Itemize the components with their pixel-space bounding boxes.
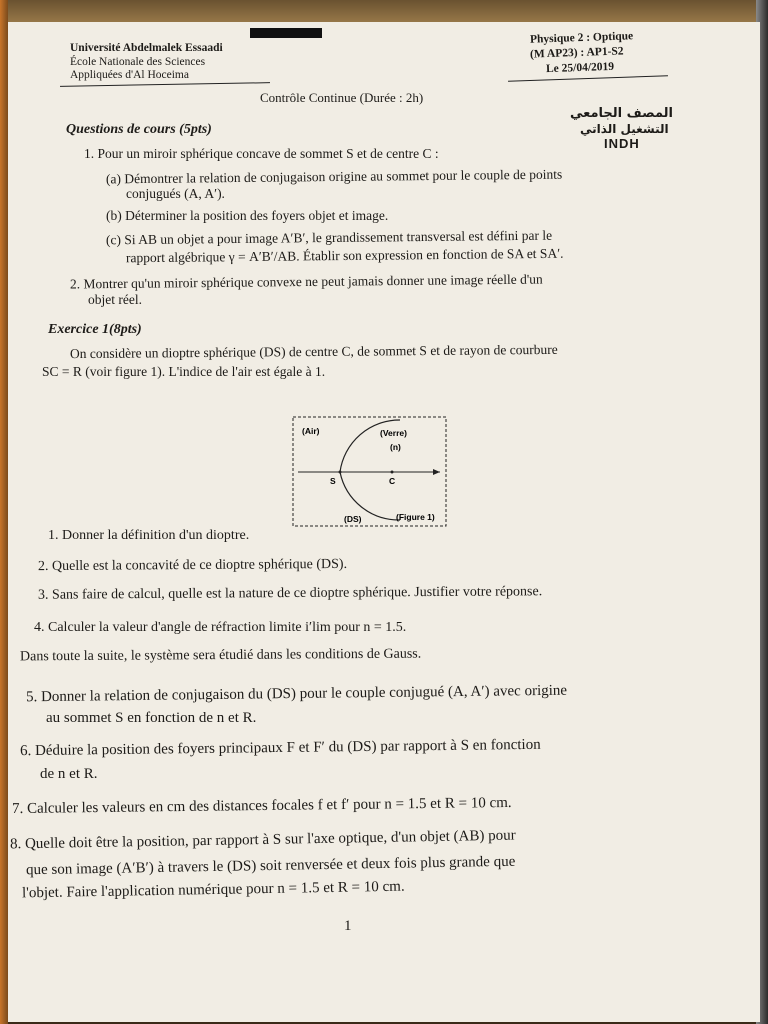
cours-q1c-line1: (c) Si AB un objet a pour image A′B′, le grandissement transversal est défini par le bbox=[105, 227, 553, 248]
course-name: Physique 2 : Optique bbox=[529, 30, 634, 46]
background-left bbox=[0, 0, 8, 1024]
label-ds: (DS) bbox=[344, 514, 362, 524]
exercice-q8-line1: 8. Quelle doit être la position, par rapport à S sur l'axe optique, d'un objet (AB) pour bbox=[9, 827, 516, 853]
figure-caption: (Figure 1) bbox=[396, 512, 435, 522]
logo-indh: INDH bbox=[604, 136, 640, 151]
exercice-q3: 3. Sans faire de calcul, quelle est la nature de ce dioptre sphérique. Justifier votre réponse. bbox=[37, 584, 543, 603]
cours-q2-line2: objet réel. bbox=[88, 292, 142, 307]
background-top bbox=[0, 0, 768, 24]
exercice-q2: 2. Quelle est la concavité de ce dioptre sphérique (DS). bbox=[37, 556, 348, 575]
header-rule-left bbox=[60, 82, 270, 87]
cours-q2-line1: 2. Montrer qu'un miroir sphérique convexe ne peut jamais donner une image réelle d'un bbox=[69, 271, 543, 292]
exercice-q8-line2: que son image (A′B′) à travers le (DS) soit renversée et deux fois plus grande que bbox=[25, 853, 516, 879]
exercice-intro-line1: On considère un dioptre sphérique (DS) de centre C, de sommet S et de rayon de courbure bbox=[69, 341, 558, 362]
figure-1-diagram bbox=[292, 416, 448, 528]
center-point bbox=[391, 471, 394, 474]
label-c: C bbox=[389, 476, 396, 486]
page-number: 1 bbox=[344, 918, 352, 934]
school-name-2: Appliquées d'Al Hoceima bbox=[70, 69, 189, 81]
label-air: (Air) bbox=[302, 426, 320, 436]
cours-q1a-line2: conjugués (A, A′). bbox=[126, 186, 225, 201]
exercice-q5-line2: au sommet S en fonction de n et R. bbox=[46, 710, 257, 726]
vertex-point bbox=[339, 471, 342, 474]
gauss-note: Dans toute la suite, le système sera étudié dans les conditions de Gauss. bbox=[19, 646, 422, 665]
cours-q1c-line2: rapport algébrique γ = A′B′/AB. Établir son expression en fonction de SA et SA′. bbox=[125, 245, 564, 266]
exercice-q1: 1. Donner la définition d'un dioptre. bbox=[48, 528, 250, 543]
exercice-intro-line2: SC = R (voir figure 1). L'indice de l'air est égale à 1. bbox=[42, 364, 326, 379]
exam-page bbox=[8, 22, 760, 1022]
logo-arabic-2: التشغيل الذاتي bbox=[580, 122, 669, 136]
logo-arabic-1: المصف الجامعي bbox=[570, 106, 673, 121]
cours-heading: Questions de cours (5pts) bbox=[66, 122, 212, 137]
cours-q1b: (b) Déterminer la position des foyers objet et image. bbox=[106, 208, 389, 223]
exercice-q8-line3: l'objet. Faire l'application numérique pour n = 1.5 et R = 10 cm. bbox=[21, 878, 405, 902]
exercice-q6-line2: de n et R. bbox=[40, 766, 98, 782]
course-code: (M AP23) : AP1-S2 bbox=[529, 45, 624, 61]
label-s: S bbox=[330, 476, 336, 486]
cours-q1a-line1: (a) Démontrer la relation de conjugaison origine au sommet pour le couple de points bbox=[105, 166, 563, 187]
exercice-heading: Exercice 1(8pts) bbox=[48, 322, 142, 337]
exam-date: Le 25/04/2019 bbox=[545, 60, 615, 76]
university-name: Université Abdelmalek Essaadi bbox=[70, 42, 223, 54]
header-rule-right bbox=[508, 75, 668, 82]
label-n: (n) bbox=[390, 442, 401, 452]
school-name: École Nationale des Sciences bbox=[70, 56, 206, 68]
exam-title: Contrôle Continue (Durée : 2h) bbox=[260, 90, 424, 105]
cours-q1: 1. Pour un miroir sphérique concave de sommet S et de centre C : bbox=[84, 146, 439, 161]
exercice-q7: 7. Calculer les valeurs en cm des distances focales f et f′ pour n = 1.5 et R = 10 cm. bbox=[11, 794, 512, 818]
exercice-q6-line1: 6. Déduire la position des foyers principaux F et F′ du (DS) par rapport à S en fonction bbox=[19, 736, 541, 760]
label-verre: (Verre) bbox=[380, 428, 407, 438]
exercice-q4: 4. Calculer la valeur d'angle de réfraction limite i′lim pour n = 1.5. bbox=[34, 620, 407, 635]
axis-arrow-icon bbox=[433, 469, 440, 475]
redaction-bar bbox=[250, 28, 322, 38]
exercice-q5-line1: 5. Donner la relation de conjugaison du (DS) pour le couple conjugué (A, A′) avec origine bbox=[25, 682, 568, 706]
